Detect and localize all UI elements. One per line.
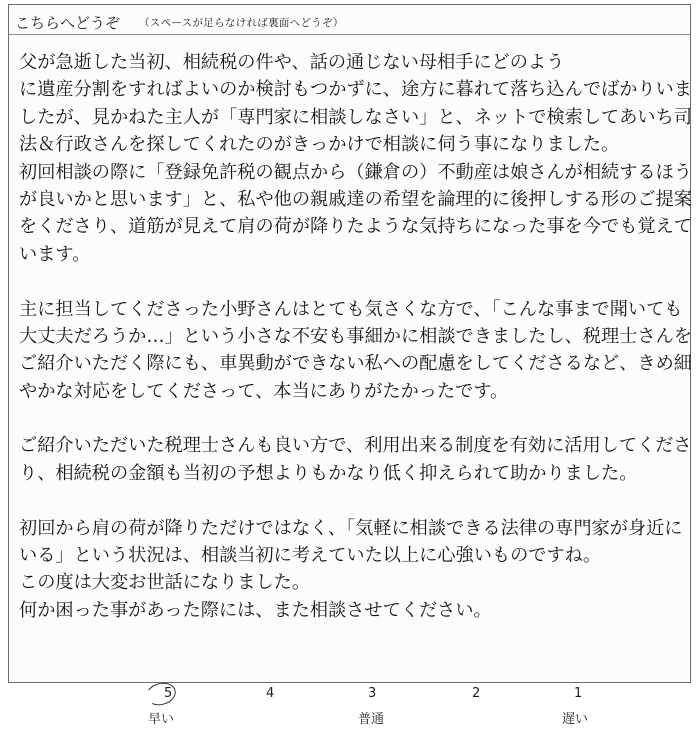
text-line: り、相続税の金額も当初の予想よりもかなり低く抑えられて助かりました。 (19, 462, 638, 484)
selection-circle (144, 679, 179, 708)
text-line: いる」という状況は、相談当初に考えていた以上に心強いものですね。 (19, 545, 602, 567)
text-line: 父が急逝した当初、相続税の件や、話の通じない母相手にどのよう (19, 52, 565, 73)
rating-label-normal: 普通 (358, 712, 385, 727)
header-subtitle: （スペースが足らなければ裏面へどうぞ） (139, 17, 344, 29)
rating-label-slow: 遅い (562, 712, 589, 727)
text-line: 主に担当してくださった小野さんはとても気さくな方で、「こんな事まで聞いても (19, 298, 683, 320)
rating-option-5: 5 (164, 686, 173, 701)
text-line: 初回から肩の荷が降りただけではなく、「気軽に相談できる法律の専門家が身近に (19, 517, 683, 539)
rating-option-2: 2 (472, 686, 481, 701)
text-line: ご紹介いただいた税理士さんも良い方で、利用出来る制度を有効に活用してくださ (19, 435, 692, 457)
rating-option-1: 1 (574, 686, 583, 701)
text-line: 法＆行政さんを探してくれたのがきっかけで相談に伺う事になりました。 (19, 134, 620, 156)
rating-option-3: 3 (368, 686, 377, 701)
text-line: ご紹介いただく際にも、車異動ができない私への配慮をしてくださるなど、きめ細 (19, 353, 692, 375)
text-line: この度は大変お世話になりました。 (19, 572, 311, 594)
form-header (9, 5, 690, 35)
paragraph-gap (19, 405, 689, 432)
text-line: が良いかと思います」と、私や他の親戚達の希望を論理的に後押しする形のご提案 (19, 188, 692, 210)
text-line: 大丈夫だろうか…」という小さな不安も事細かに相談できましたし、税理士さんを (19, 325, 692, 347)
text-line: やかな対応をしてくださって、本当にありがたかったです。 (19, 380, 509, 402)
rating-option-4: 4 (266, 686, 275, 701)
text-line: 初回相談の際に「登録免許税の観点から（鎌倉の）不動産は娘さんが相続するほう (19, 161, 692, 183)
paragraph-gap (19, 268, 689, 295)
rating-label-fast: 早い (148, 712, 175, 727)
text-line: います。 (19, 243, 91, 265)
text-line: 何か困った事があった際には、また相談させてください。 (19, 599, 492, 621)
comment-text (19, 49, 692, 624)
text-line: したが、見かねた主人が「専門家に相談しなさい」と、ネットで検索してあいち司 (19, 106, 692, 128)
text-line: をくださり、道筋が見えて肩の荷が降りたような気持ちになった事を今でも覚えて (19, 216, 692, 238)
speed-rating (0, 686, 699, 740)
header-title: こちらへどうぞ (15, 14, 121, 32)
paragraph-gap (19, 487, 689, 514)
comment-form-box (8, 4, 691, 683)
text-line: に遺産分割をすればよいのか検討もつかずに、途方に暮れて落ち込んでばかりいま (19, 79, 692, 101)
